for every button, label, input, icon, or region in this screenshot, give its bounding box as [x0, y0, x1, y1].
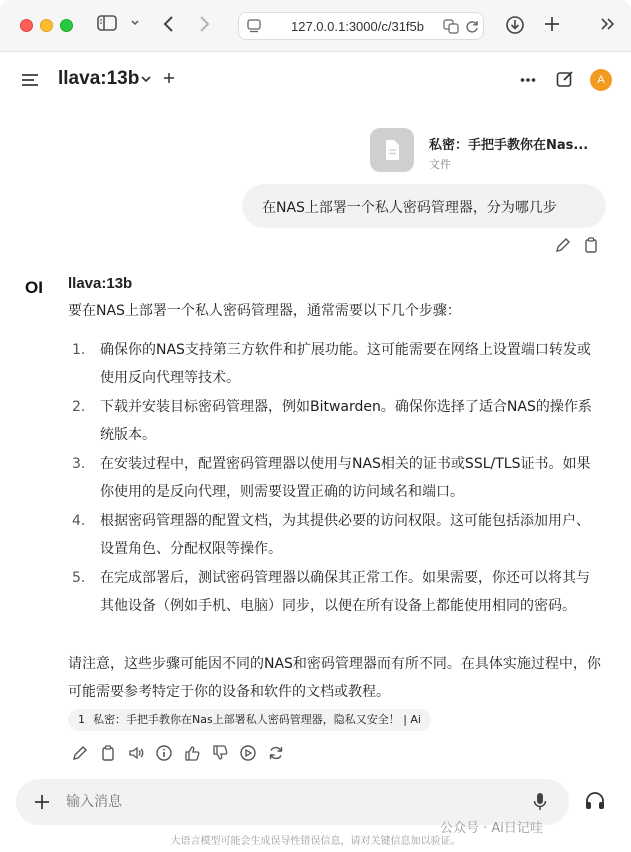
translate-icon[interactable]: [443, 19, 459, 34]
reload-icon[interactable]: [465, 19, 479, 34]
step-text: 根据密码管理器的配置文档，为其提供必要的访问权限。这可能包括添加用户、设置角色、分配权限等操作。: [100, 513, 590, 557]
assistant-note: 请注意，这些步骤可能因不同的NAS和密码管理器而有所不同。在具体实施过程中，你可能需要参考特定于你的设备和软件的文档或教程。: [68, 656, 601, 700]
file-attachment[interactable]: [362, 122, 606, 180]
citation-number: 1: [78, 713, 85, 726]
continue-icon[interactable]: [239, 744, 261, 762]
chevron-down-icon[interactable]: [140, 74, 152, 84]
edit-message-icon[interactable]: [555, 237, 571, 253]
list-item: [68, 507, 598, 563]
chevron-down-icon[interactable]: [130, 14, 140, 32]
copy-icon[interactable]: [99, 744, 121, 762]
step-text: 下载并安装目标密码管理器，例如Bitwarden。确保你选择了适合NAS的操作系统版本。: [100, 399, 592, 443]
citation-text: 私密：手把手教你在Nas上部署私人密码管理器，隐私又安全！ | Ai: [93, 713, 421, 726]
thumbs-up-icon[interactable]: [183, 744, 205, 762]
disclaimer: 大语言模型可能会生成误导性错误信息，请对关键信息加以验证。: [170, 836, 461, 847]
close-window-button[interactable]: [20, 19, 33, 32]
new-tab-icon[interactable]: [543, 15, 561, 33]
sidebar-toggle-icon[interactable]: [97, 14, 117, 32]
url-text: 127.0.0.1:3000/c/31f5b: [291, 19, 425, 34]
copy-message-icon[interactable]: [584, 237, 598, 253]
assistant-name: llava:13b: [68, 275, 133, 292]
microphone-icon[interactable]: [532, 792, 548, 812]
watermark: 公众号 · Ai日记哇: [440, 821, 543, 836]
assistant-intro: 要在NAS上部署一个私人密码管理器，通常需要以下几个步骤：: [68, 303, 461, 319]
list-item: [68, 393, 598, 449]
document-icon: [370, 128, 414, 172]
assistant-logo: OI: [25, 278, 43, 297]
model-selector[interactable]: llava:13b: [58, 68, 140, 89]
step-text: 确保你的NAS支持第三方软件和扩展功能。这可能需要在网络上设置端口转发或使用反向代理等技术。: [100, 342, 591, 386]
add-model-icon[interactable]: [163, 72, 175, 84]
file-type: 文件: [429, 158, 451, 171]
step-text: 在安装过程中，配置密码管理器以使用与NAS相关的证书或SSL/TLS证书。如果你使用的是反向代理，则需要设置正确的访问域名和端口。: [100, 456, 591, 500]
back-icon[interactable]: [162, 14, 176, 34]
edit-icon[interactable]: [71, 744, 93, 762]
menu-icon[interactable]: [21, 73, 39, 87]
chat-header: [0, 53, 631, 107]
read-aloud-icon[interactable]: [127, 744, 149, 762]
step-number: 1.: [72, 342, 86, 358]
new-chat-icon[interactable]: [556, 70, 574, 88]
step-number: 2.: [72, 399, 86, 415]
downloads-icon[interactable]: [505, 15, 525, 35]
info-icon[interactable]: [155, 744, 177, 762]
address-bar[interactable]: [238, 12, 484, 40]
user-message: [242, 184, 606, 228]
minimize-window-button[interactable]: [40, 19, 53, 32]
step-number: 3.: [72, 456, 86, 472]
list-item: [68, 450, 598, 506]
message-input[interactable]: [66, 789, 506, 815]
browser-toolbar: [0, 0, 631, 52]
page-icon: [247, 19, 261, 33]
file-thumbnail: [370, 128, 414, 172]
more-options-icon[interactable]: [520, 77, 536, 83]
forward-icon[interactable]: [197, 14, 211, 34]
add-attachment-icon[interactable]: [34, 794, 50, 810]
step-number: 4.: [72, 513, 86, 529]
step-text: 在完成部署后，测试密码管理器以确保其正常工作。如果需要，你还可以将其与其他设备（例如手机、电脑）同步，以便在所有设备上都能使用相同的密码。: [100, 570, 590, 614]
voice-mode-icon[interactable]: [584, 790, 606, 812]
maximize-window-button[interactable]: [60, 19, 73, 32]
more-tabs-icon[interactable]: [600, 17, 616, 31]
user-message-text: 在NAS上部署一个私人密码管理器，分为哪几步: [262, 200, 557, 216]
avatar[interactable]: A: [590, 69, 612, 91]
steps-list: [68, 336, 598, 621]
step-number: 5.: [72, 570, 86, 586]
citation-chip[interactable]: [68, 709, 431, 731]
regenerate-icon[interactable]: [267, 744, 289, 762]
list-item: [68, 564, 598, 620]
list-item: [68, 336, 598, 392]
file-name: 私密：手把手教你在Nas...: [429, 138, 589, 153]
thumbs-down-icon[interactable]: [211, 744, 233, 762]
